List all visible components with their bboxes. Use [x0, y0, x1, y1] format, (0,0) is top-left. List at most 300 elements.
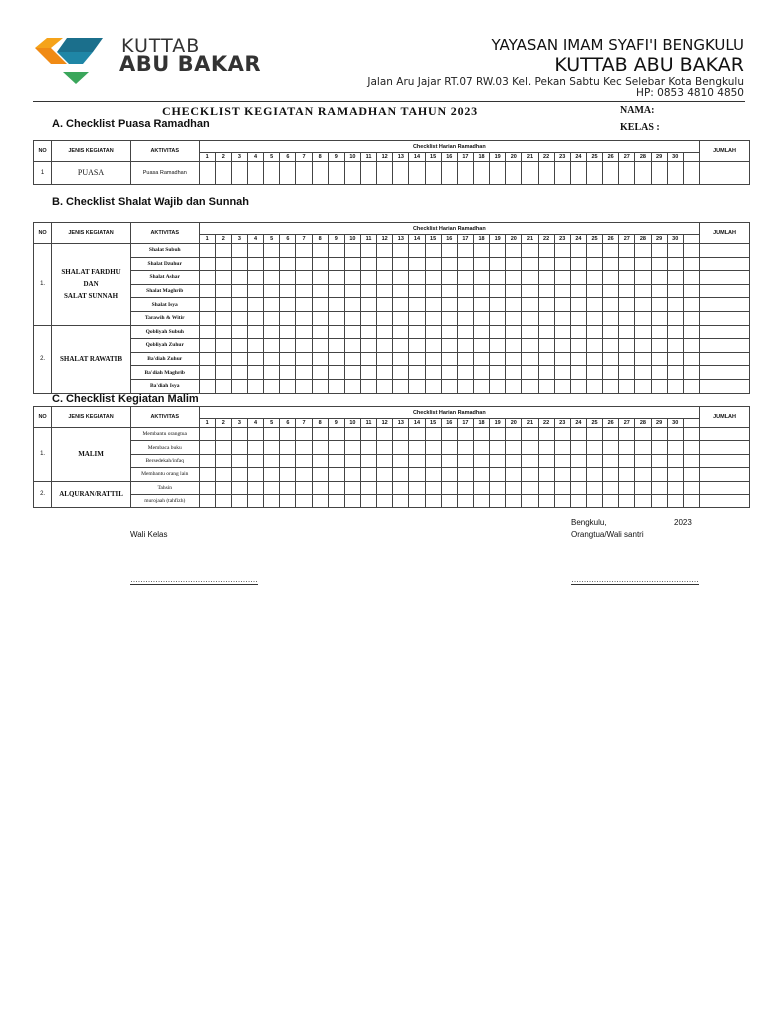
checklist-cell[interactable] — [490, 481, 506, 494]
checklist-cell[interactable] — [635, 257, 651, 271]
checklist-cell[interactable] — [538, 339, 554, 353]
checklist-cell[interactable] — [377, 441, 393, 454]
checklist-cell[interactable] — [264, 494, 280, 507]
checklist-cell[interactable] — [280, 271, 296, 285]
checklist-cell[interactable] — [280, 366, 296, 380]
checklist-cell[interactable] — [344, 298, 360, 312]
checklist-cell[interactable] — [264, 481, 280, 494]
checklist-cell[interactable] — [231, 311, 247, 325]
checklist-cell[interactable] — [473, 257, 489, 271]
checklist-cell[interactable] — [231, 162, 247, 185]
checklist-cell[interactable] — [215, 257, 231, 271]
checklist-cell[interactable] — [360, 257, 376, 271]
checklist-cell[interactable] — [441, 352, 457, 366]
checklist-cell[interactable] — [683, 494, 699, 507]
checklist-cell[interactable] — [554, 428, 570, 441]
checklist-cell[interactable] — [651, 325, 667, 339]
checklist-cell[interactable] — [683, 244, 699, 258]
checklist-cell[interactable] — [457, 311, 473, 325]
checklist-cell[interactable] — [570, 298, 586, 312]
checklist-cell[interactable] — [231, 454, 247, 467]
checklist-cell[interactable] — [570, 494, 586, 507]
checklist-cell[interactable] — [377, 454, 393, 467]
checklist-cell[interactable] — [199, 428, 215, 441]
checklist-cell[interactable] — [490, 379, 506, 393]
checklist-cell[interactable] — [522, 379, 538, 393]
checklist-cell[interactable] — [215, 379, 231, 393]
checklist-cell[interactable] — [377, 379, 393, 393]
checklist-cell[interactable] — [619, 366, 635, 380]
checklist-cell[interactable] — [280, 441, 296, 454]
checklist-cell[interactable] — [473, 284, 489, 298]
checklist-cell[interactable] — [570, 271, 586, 285]
checklist-cell[interactable] — [570, 468, 586, 481]
checklist-cell[interactable] — [490, 162, 506, 185]
checklist-cell[interactable] — [619, 271, 635, 285]
checklist-cell[interactable] — [667, 244, 683, 258]
checklist-cell[interactable] — [344, 481, 360, 494]
checklist-cell[interactable] — [296, 271, 312, 285]
checklist-cell[interactable] — [312, 325, 328, 339]
checklist-cell[interactable] — [603, 468, 619, 481]
checklist-cell[interactable] — [248, 441, 264, 454]
checklist-cell[interactable] — [215, 325, 231, 339]
checklist-cell[interactable] — [554, 257, 570, 271]
checklist-cell[interactable] — [409, 162, 425, 185]
checklist-cell[interactable] — [457, 379, 473, 393]
jumlah-cell[interactable] — [700, 379, 750, 393]
checklist-cell[interactable] — [522, 454, 538, 467]
checklist-cell[interactable] — [328, 162, 344, 185]
checklist-cell[interactable] — [215, 441, 231, 454]
checklist-cell[interactable] — [506, 244, 522, 258]
checklist-cell[interactable] — [360, 428, 376, 441]
checklist-cell[interactable] — [199, 244, 215, 258]
checklist-cell[interactable] — [603, 244, 619, 258]
checklist-cell[interactable] — [457, 481, 473, 494]
checklist-cell[interactable] — [506, 339, 522, 353]
checklist-cell[interactable] — [635, 162, 651, 185]
checklist-cell[interactable] — [328, 352, 344, 366]
checklist-cell[interactable] — [312, 284, 328, 298]
checklist-cell[interactable] — [522, 284, 538, 298]
checklist-cell[interactable] — [586, 454, 602, 467]
checklist-cell[interactable] — [360, 162, 376, 185]
jumlah-cell[interactable] — [700, 284, 750, 298]
checklist-cell[interactable] — [280, 162, 296, 185]
checklist-cell[interactable] — [457, 428, 473, 441]
checklist-cell[interactable] — [425, 468, 441, 481]
checklist-cell[interactable] — [409, 352, 425, 366]
checklist-cell[interactable] — [296, 481, 312, 494]
checklist-cell[interactable] — [651, 428, 667, 441]
checklist-cell[interactable] — [667, 284, 683, 298]
checklist-cell[interactable] — [344, 468, 360, 481]
checklist-cell[interactable] — [344, 441, 360, 454]
checklist-cell[interactable] — [215, 339, 231, 353]
checklist-cell[interactable] — [231, 325, 247, 339]
checklist-cell[interactable] — [231, 298, 247, 312]
checklist-cell[interactable] — [264, 284, 280, 298]
checklist-cell[interactable] — [554, 494, 570, 507]
checklist-cell[interactable] — [199, 271, 215, 285]
jumlah-cell[interactable] — [700, 339, 750, 353]
checklist-cell[interactable] — [312, 271, 328, 285]
checklist-cell[interactable] — [360, 352, 376, 366]
checklist-cell[interactable] — [296, 298, 312, 312]
checklist-cell[interactable] — [409, 257, 425, 271]
checklist-cell[interactable] — [312, 494, 328, 507]
checklist-cell[interactable] — [603, 366, 619, 380]
checklist-cell[interactable] — [360, 244, 376, 258]
checklist-cell[interactable] — [490, 366, 506, 380]
checklist-cell[interactable] — [377, 257, 393, 271]
checklist-cell[interactable] — [667, 428, 683, 441]
checklist-cell[interactable] — [280, 284, 296, 298]
checklist-cell[interactable] — [651, 311, 667, 325]
checklist-cell[interactable] — [490, 468, 506, 481]
checklist-cell[interactable] — [441, 257, 457, 271]
checklist-cell[interactable] — [328, 271, 344, 285]
checklist-cell[interactable] — [603, 339, 619, 353]
checklist-cell[interactable] — [651, 481, 667, 494]
checklist-cell[interactable] — [473, 271, 489, 285]
checklist-cell[interactable] — [231, 366, 247, 380]
checklist-cell[interactable] — [393, 244, 409, 258]
checklist-cell[interactable] — [425, 428, 441, 441]
checklist-cell[interactable] — [199, 352, 215, 366]
jumlah-cell[interactable] — [700, 311, 750, 325]
checklist-cell[interactable] — [683, 441, 699, 454]
checklist-cell[interactable] — [377, 325, 393, 339]
checklist-cell[interactable] — [554, 352, 570, 366]
checklist-cell[interactable] — [570, 366, 586, 380]
checklist-cell[interactable] — [667, 311, 683, 325]
checklist-cell[interactable] — [264, 257, 280, 271]
checklist-cell[interactable] — [554, 162, 570, 185]
checklist-cell[interactable] — [296, 257, 312, 271]
checklist-cell[interactable] — [473, 162, 489, 185]
checklist-cell[interactable] — [651, 162, 667, 185]
checklist-cell[interactable] — [554, 454, 570, 467]
checklist-cell[interactable] — [248, 325, 264, 339]
checklist-cell[interactable] — [199, 494, 215, 507]
checklist-cell[interactable] — [667, 162, 683, 185]
checklist-cell[interactable] — [586, 441, 602, 454]
checklist-cell[interactable] — [409, 284, 425, 298]
checklist-cell[interactable] — [296, 379, 312, 393]
checklist-cell[interactable] — [328, 481, 344, 494]
checklist-cell[interactable] — [231, 441, 247, 454]
checklist-cell[interactable] — [425, 366, 441, 380]
checklist-cell[interactable] — [264, 454, 280, 467]
checklist-cell[interactable] — [506, 494, 522, 507]
checklist-cell[interactable] — [248, 298, 264, 312]
checklist-cell[interactable] — [409, 366, 425, 380]
checklist-cell[interactable] — [538, 311, 554, 325]
checklist-cell[interactable] — [506, 379, 522, 393]
checklist-cell[interactable] — [570, 311, 586, 325]
checklist-cell[interactable] — [490, 325, 506, 339]
checklist-cell[interactable] — [441, 325, 457, 339]
checklist-cell[interactable] — [248, 428, 264, 441]
checklist-cell[interactable] — [667, 339, 683, 353]
checklist-cell[interactable] — [280, 298, 296, 312]
checklist-cell[interactable] — [393, 441, 409, 454]
checklist-cell[interactable] — [248, 311, 264, 325]
checklist-cell[interactable] — [328, 284, 344, 298]
checklist-cell[interactable] — [570, 257, 586, 271]
checklist-cell[interactable] — [667, 325, 683, 339]
checklist-cell[interactable] — [199, 325, 215, 339]
checklist-cell[interactable] — [554, 311, 570, 325]
checklist-cell[interactable] — [522, 468, 538, 481]
checklist-cell[interactable] — [441, 284, 457, 298]
checklist-cell[interactable] — [473, 494, 489, 507]
checklist-cell[interactable] — [264, 244, 280, 258]
checklist-cell[interactable] — [603, 454, 619, 467]
checklist-cell[interactable] — [199, 481, 215, 494]
checklist-cell[interactable] — [619, 325, 635, 339]
checklist-cell[interactable] — [667, 379, 683, 393]
checklist-cell[interactable] — [619, 298, 635, 312]
checklist-cell[interactable] — [409, 428, 425, 441]
checklist-cell[interactable] — [280, 257, 296, 271]
jumlah-cell[interactable] — [700, 325, 750, 339]
checklist-cell[interactable] — [603, 428, 619, 441]
checklist-cell[interactable] — [538, 352, 554, 366]
checklist-cell[interactable] — [538, 257, 554, 271]
checklist-cell[interactable] — [554, 271, 570, 285]
checklist-cell[interactable] — [586, 284, 602, 298]
checklist-cell[interactable] — [473, 441, 489, 454]
checklist-cell[interactable] — [264, 298, 280, 312]
checklist-cell[interactable] — [344, 454, 360, 467]
checklist-cell[interactable] — [264, 366, 280, 380]
checklist-cell[interactable] — [199, 379, 215, 393]
checklist-cell[interactable] — [215, 494, 231, 507]
checklist-cell[interactable] — [490, 257, 506, 271]
checklist-cell[interactable] — [522, 311, 538, 325]
checklist-cell[interactable] — [506, 441, 522, 454]
checklist-cell[interactable] — [425, 379, 441, 393]
checklist-cell[interactable] — [635, 284, 651, 298]
checklist-cell[interactable] — [457, 162, 473, 185]
checklist-cell[interactable] — [360, 366, 376, 380]
checklist-cell[interactable] — [603, 441, 619, 454]
checklist-cell[interactable] — [603, 284, 619, 298]
checklist-cell[interactable] — [344, 339, 360, 353]
checklist-cell[interactable] — [538, 441, 554, 454]
checklist-cell[interactable] — [280, 428, 296, 441]
checklist-cell[interactable] — [586, 379, 602, 393]
checklist-cell[interactable] — [522, 325, 538, 339]
checklist-cell[interactable] — [441, 379, 457, 393]
checklist-cell[interactable] — [377, 162, 393, 185]
checklist-cell[interactable] — [264, 468, 280, 481]
checklist-cell[interactable] — [554, 441, 570, 454]
checklist-cell[interactable] — [457, 366, 473, 380]
checklist-cell[interactable] — [377, 298, 393, 312]
jumlah-cell[interactable] — [700, 271, 750, 285]
checklist-cell[interactable] — [377, 468, 393, 481]
checklist-cell[interactable] — [199, 298, 215, 312]
checklist-cell[interactable] — [296, 441, 312, 454]
checklist-cell[interactable] — [360, 441, 376, 454]
checklist-cell[interactable] — [441, 441, 457, 454]
checklist-cell[interactable] — [215, 454, 231, 467]
checklist-cell[interactable] — [667, 454, 683, 467]
checklist-cell[interactable] — [409, 454, 425, 467]
checklist-cell[interactable] — [554, 244, 570, 258]
checklist-cell[interactable] — [490, 494, 506, 507]
checklist-cell[interactable] — [683, 379, 699, 393]
checklist-cell[interactable] — [457, 284, 473, 298]
checklist-cell[interactable] — [393, 379, 409, 393]
checklist-cell[interactable] — [280, 379, 296, 393]
checklist-cell[interactable] — [441, 162, 457, 185]
checklist-cell[interactable] — [328, 428, 344, 441]
checklist-cell[interactable] — [377, 428, 393, 441]
checklist-cell[interactable] — [603, 257, 619, 271]
checklist-cell[interactable] — [506, 298, 522, 312]
checklist-cell[interactable] — [490, 244, 506, 258]
checklist-cell[interactable] — [683, 454, 699, 467]
checklist-cell[interactable] — [570, 454, 586, 467]
checklist-cell[interactable] — [635, 244, 651, 258]
checklist-cell[interactable] — [506, 284, 522, 298]
checklist-cell[interactable] — [231, 494, 247, 507]
checklist-cell[interactable] — [199, 366, 215, 380]
checklist-cell[interactable] — [344, 311, 360, 325]
checklist-cell[interactable] — [231, 284, 247, 298]
checklist-cell[interactable] — [296, 428, 312, 441]
checklist-cell[interactable] — [328, 366, 344, 380]
checklist-cell[interactable] — [231, 428, 247, 441]
checklist-cell[interactable] — [667, 298, 683, 312]
checklist-cell[interactable] — [603, 481, 619, 494]
checklist-cell[interactable] — [441, 271, 457, 285]
checklist-cell[interactable] — [506, 468, 522, 481]
checklist-cell[interactable] — [586, 481, 602, 494]
checklist-cell[interactable] — [522, 494, 538, 507]
checklist-cell[interactable] — [248, 162, 264, 185]
checklist-cell[interactable] — [360, 494, 376, 507]
checklist-cell[interactable] — [554, 481, 570, 494]
checklist-cell[interactable] — [506, 325, 522, 339]
checklist-cell[interactable] — [570, 325, 586, 339]
checklist-cell[interactable] — [586, 366, 602, 380]
checklist-cell[interactable] — [554, 298, 570, 312]
checklist-cell[interactable] — [570, 162, 586, 185]
checklist-cell[interactable] — [603, 352, 619, 366]
checklist-cell[interactable] — [344, 162, 360, 185]
checklist-cell[interactable] — [538, 271, 554, 285]
checklist-cell[interactable] — [425, 271, 441, 285]
checklist-cell[interactable] — [651, 379, 667, 393]
checklist-cell[interactable] — [506, 454, 522, 467]
checklist-cell[interactable] — [296, 284, 312, 298]
jumlah-cell[interactable] — [700, 366, 750, 380]
checklist-cell[interactable] — [651, 271, 667, 285]
checklist-cell[interactable] — [619, 441, 635, 454]
checklist-cell[interactable] — [280, 325, 296, 339]
checklist-cell[interactable] — [667, 468, 683, 481]
checklist-cell[interactable] — [409, 271, 425, 285]
checklist-cell[interactable] — [619, 481, 635, 494]
checklist-cell[interactable] — [328, 379, 344, 393]
checklist-cell[interactable] — [651, 339, 667, 353]
checklist-cell[interactable] — [490, 339, 506, 353]
checklist-cell[interactable] — [328, 454, 344, 467]
jumlah-cell[interactable] — [700, 162, 750, 185]
checklist-cell[interactable] — [603, 494, 619, 507]
checklist-cell[interactable] — [215, 352, 231, 366]
jumlah-cell[interactable] — [700, 352, 750, 366]
checklist-cell[interactable] — [554, 284, 570, 298]
checklist-cell[interactable] — [635, 298, 651, 312]
checklist-cell[interactable] — [473, 339, 489, 353]
checklist-cell[interactable] — [473, 468, 489, 481]
checklist-cell[interactable] — [231, 271, 247, 285]
checklist-cell[interactable] — [215, 428, 231, 441]
checklist-cell[interactable] — [393, 271, 409, 285]
checklist-cell[interactable] — [425, 311, 441, 325]
checklist-cell[interactable] — [248, 481, 264, 494]
checklist-cell[interactable] — [409, 379, 425, 393]
checklist-cell[interactable] — [264, 379, 280, 393]
jumlah-cell[interactable] — [700, 481, 750, 494]
checklist-cell[interactable] — [570, 339, 586, 353]
checklist-cell[interactable] — [506, 257, 522, 271]
checklist-cell[interactable] — [506, 481, 522, 494]
checklist-cell[interactable] — [683, 468, 699, 481]
checklist-cell[interactable] — [570, 481, 586, 494]
checklist-cell[interactable] — [425, 257, 441, 271]
checklist-cell[interactable] — [651, 494, 667, 507]
checklist-cell[interactable] — [393, 298, 409, 312]
checklist-cell[interactable] — [522, 162, 538, 185]
checklist-cell[interactable] — [344, 257, 360, 271]
checklist-cell[interactable] — [683, 325, 699, 339]
checklist-cell[interactable] — [264, 311, 280, 325]
checklist-cell[interactable] — [473, 244, 489, 258]
checklist-cell[interactable] — [231, 244, 247, 258]
checklist-cell[interactable] — [215, 481, 231, 494]
checklist-cell[interactable] — [377, 366, 393, 380]
checklist-cell[interactable] — [522, 441, 538, 454]
checklist-cell[interactable] — [264, 271, 280, 285]
checklist-cell[interactable] — [248, 494, 264, 507]
checklist-cell[interactable] — [441, 311, 457, 325]
checklist-cell[interactable] — [570, 284, 586, 298]
checklist-cell[interactable] — [360, 284, 376, 298]
checklist-cell[interactable] — [344, 428, 360, 441]
checklist-cell[interactable] — [441, 481, 457, 494]
checklist-cell[interactable] — [280, 244, 296, 258]
checklist-cell[interactable] — [473, 325, 489, 339]
checklist-cell[interactable] — [490, 454, 506, 467]
checklist-cell[interactable] — [199, 284, 215, 298]
checklist-cell[interactable] — [683, 481, 699, 494]
checklist-cell[interactable] — [635, 468, 651, 481]
checklist-cell[interactable] — [199, 339, 215, 353]
checklist-cell[interactable] — [570, 352, 586, 366]
checklist-cell[interactable] — [506, 271, 522, 285]
checklist-cell[interactable] — [522, 271, 538, 285]
checklist-cell[interactable] — [248, 454, 264, 467]
checklist-cell[interactable] — [409, 468, 425, 481]
